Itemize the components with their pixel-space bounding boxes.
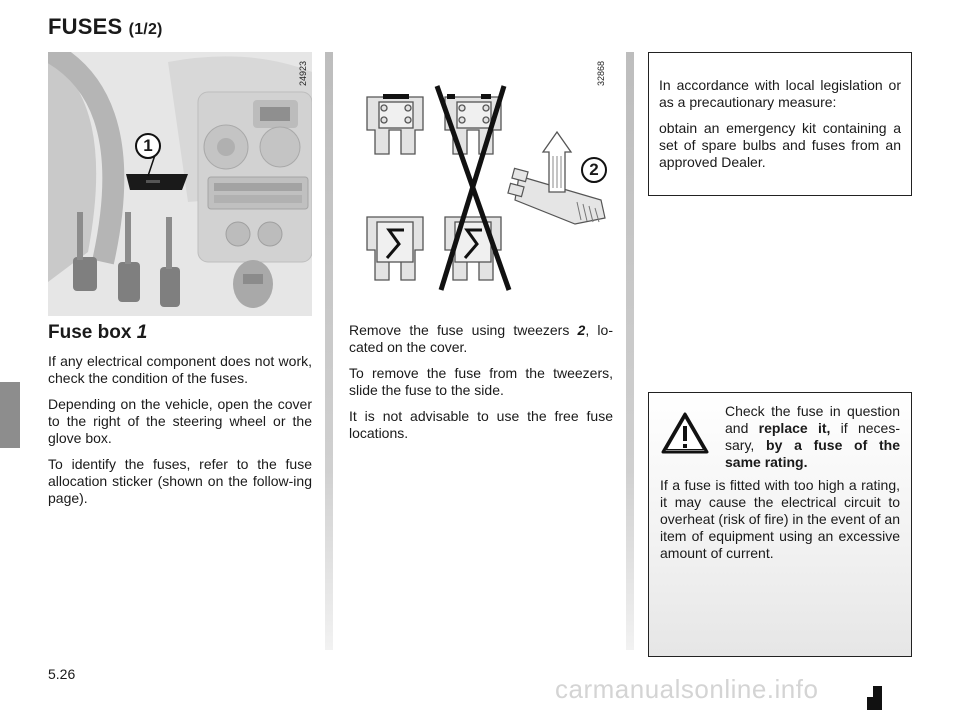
column-separator [325, 52, 333, 650]
paragraph: Depending on the vehicle, open the cover to the right of the steering wheel or the glove box. [48, 396, 312, 446]
paragraph: It is not advisable to use the free fuse locations. [349, 408, 613, 441]
left-column-text [48, 322, 312, 516]
paragraph: In accordance with local legislation or as a precautionary measure: [659, 77, 901, 110]
callout-1: 1 [135, 133, 161, 159]
warning-triangle-icon [660, 411, 710, 455]
paragraph: To remove the fuse from the tweezers, slide the fuse to the side. [349, 365, 613, 398]
paragraph: Check the fuse in question and replace it, if neces-sary, by a fuse of the same rating. [725, 403, 900, 470]
paragraph: If any electrical component does not work, check the condition of the fuses. [48, 353, 312, 386]
illustration-code: 32868 [596, 60, 606, 86]
warning-box [648, 392, 912, 657]
corner-mark [873, 686, 882, 710]
paragraph: To identify the fuses, refer to the fuse allocation sticker (shown on the follow-ing page). [48, 456, 312, 506]
paragraph: Remove the fuse using tweezers 2, lo-cated on the cover. [349, 322, 613, 355]
corner-mark [867, 697, 873, 710]
page-number: 5.26 [48, 666, 76, 682]
middle-column-text [349, 322, 613, 451]
column-separator [626, 52, 634, 650]
photo-code: 24923 [298, 60, 308, 86]
fuse-illustration [349, 52, 611, 302]
dashboard-photo [48, 52, 312, 316]
callout-2: 2 [581, 157, 607, 183]
watermark: carmanualsonline.info [555, 674, 819, 704]
paragraph: If a fuse is fitted with too high a rating, it may cause the electrical circuit to overheat (risk of fire) in the event of an item of equipment using an excessive amount of current. [660, 477, 900, 561]
page-title: FUSES (1/2) [48, 14, 163, 39]
paragraph: obtain an emergency kit containing a set of spare bulbs and fuses from an approved Dealer. [659, 120, 901, 170]
section-heading: Fuse box 1 [48, 322, 148, 343]
section-edge-tab [0, 382, 20, 448]
info-box [648, 52, 912, 196]
